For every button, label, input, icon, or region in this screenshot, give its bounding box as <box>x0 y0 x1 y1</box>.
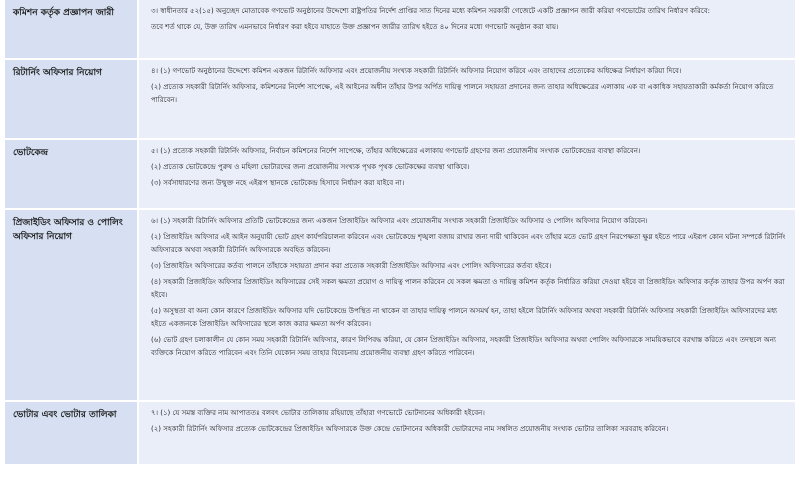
section-paragraph: ৬। (১) সহকারী রিটার্নিং অফিসার প্রতিটি ভোটকেন্দ্রের জন্য একজন প্রিজাইডিং অফিসার এবং প্রয়োজনীয় সংখ্যক সহকারী প্রিজাইডিং অফিসার ও পোলিং অফিসার নিয়োগ করিবেন। <box>151 217 648 225</box>
section-paragraph: (২) প্রত্যেক ভোটকেন্দ্রে পুরুষ ও মহিলা ভোটারদের জন্য প্রয়োজনীয় সংখ্যক পৃথক পৃথক ভোটকক্ষের ব্যবস্থা থাকিবে। <box>151 163 470 171</box>
section-row-presiding-officer <box>5 210 795 402</box>
section-row-voter-list <box>5 402 795 466</box>
document-table <box>5 0 795 466</box>
section-content <box>137 140 795 208</box>
section-paragraph: ৭। (১) যে সমস্ত ব্যক্তির নাম আপাততঃ বলবৎ ভোটার তালিকায় রহিয়াছে তাঁহারা গণভোটে ভোটদানের অধিকারী হইবেন। <box>151 409 485 417</box>
section-content <box>137 0 795 58</box>
section-row-polling-station <box>5 140 795 210</box>
section-label: রিটার্নিং অফিসার নিয়োগ <box>5 60 137 138</box>
section-paragraph: ৪। (১) গণভোট অনুষ্ঠানের উদ্দেশ্যে কমিশন একজন রিটার্নিং অফিসার এবং প্রয়োজনীয় সংখ্যক সহকারী রিটার্নিং অফিসার নিয়োগ করিবে এবং তাহাদের প্রত্যেকের অধিক্ষেত্র নির্ধারণ করিয়া দিবে। <box>151 67 682 75</box>
section-paragraph: (৩) সর্বসাধারণের জন্য উন্মুক্ত নহে এইরূপ স্থানকে ভোটকেন্দ্র হিসাবে নির্ধারণ করা যাইবে না। <box>151 179 405 187</box>
section-content <box>137 402 795 464</box>
section-paragraph: (৫) অসুস্থতা বা অন্য কোন কারণে প্রিজাইডিং অফিসার যদি ভোটকেন্দ্রে উপস্থিত না থাকেন বা তাহার দায়িত্ব পালনে অসমর্থ হন, তাহা হইলে রিটার্নিং অফিসার অথবা সহকারী রিটার্নিং অফিসার সহকারী প্রিজাইডিং অফিসারদের মধ্য হইতে একজনকে প্রিজাইডিং অফিসারের স্থলে কাজ করার ক্ষমতা অর্পণ করিবেন। <box>151 307 778 328</box>
section-paragraph: (২) সহকারী রিটার্নিং অফিসার প্রত্যেক ভোটকেন্দ্রের প্রিজাইডিং অফিসারকে উক্ত কেন্দ্রে ভোটদানের অধিকারী ভোটারদের নাম সম্বলিত প্রয়োজনীয় সংখ্যক ভোটার তালিকা সরবরাহ করিবেন। <box>151 425 669 433</box>
section-row-publication <box>5 0 795 60</box>
section-paragraph: ৫। (১) প্রত্যেক সহকারী রিটার্নিং অফিসার, নির্বাচন কমিশনের নির্দেশ সাপেক্ষে, তাঁহার অধিক্ষেত্রের এলাকায় গণভোট গ্রহণের জন্য প্রয়োজনীয় সংখ্যক ভোটকেন্দ্রের ব্যবস্থা করিবেন। <box>151 147 641 155</box>
section-paragraph: (২) প্রিজাইডিং অফিসার এই আইন অনুযায়ী ভোট গ্রহণ কার্যপরিচালনা করিবেন এবং ভোটকেন্দ্রে শৃঙ্খলা বজায় রাখার জন্য দায়ী থাকিবেন এবং তাঁহার মতে ভোট গ্রহণ নিরপেক্ষতা ক্ষুণ্ণ হইতে পারে এইরূপ কোন ঘটনা সম্পর্কে রিটার্নিং অফিসারকে অথবা সহকারী রিটার্নিং অফিসারকে অবহিত করিবেন। <box>151 233 786 254</box>
section-label: প্রিজাইডিং অফিসার ও পোলিং অফিসার নিয়োগ <box>5 210 137 400</box>
section-paragraph: তবে শর্ত থাকে যে, উক্ত তারিখ এমনভাবে নির্ধারণ করা হইবে যাহাতে উক্ত প্রজ্ঞাপন জারীর তারিখ হইতে ৪০ দিনের মধ্যে গণভোট অনুষ্ঠান করা যায়। <box>151 23 559 31</box>
section-content <box>137 210 795 400</box>
section-label: কমিশন কর্তৃক প্রজ্ঞাপন জারী <box>5 0 137 58</box>
section-label: ভোটার এবং ভোটার তালিকা <box>5 402 137 464</box>
section-paragraph: ৩। স্বাধীনতার ৫২(১৫) অনুচ্ছেদ মোতাবেক গণভোট অনুষ্ঠানের উদ্দেশ্যে রাষ্ট্রপতির নির্দেশ প্রাপ্তির সাত দিনের মধ্যে কমিশন সরকারী গেজেটে একটি প্রজ্ঞাপন জারী করিয়া গণভোটের তারিখ নির্ধারণ করিবে: <box>151 7 710 15</box>
section-paragraph: (২) প্রত্যেক সহকারী রিটার্নিং অফিসার, কমিশনের নির্দেশ সাপেক্ষে, এই আইনের অধীন তাঁহার উপর অর্পিত দায়িত্ব পালনে সহায়তা প্রদানের জন্য তাহার অধিক্ষেত্রের এলাকায় এক বা একাধিক সহায়তাকারী কর্মকর্তা নিয়োগ করিতে পারিবেন। <box>151 83 774 104</box>
section-paragraph: (৪) সহকারী প্রিজাইডিং অফিসার প্রিজাইডিং অফিসারের সেই সকল ক্ষমতা প্রয়োগ ও দায়িত্ব পালন করিবেন যে সকল ক্ষমতা ও দায়িত্ব কমিশন কর্তৃক নির্ধারিত করিয়া দেওয়া হইবে বা প্রিজাইডিং অফিসার কর্তৃক তাহার উপর অর্পণ করা হইবে। <box>151 278 785 299</box>
section-paragraph: (৬) ভোট গ্রহণ চলাকালীন যে কোন সময় সহকারী রিটার্নিং অফিসার, কারণ লিপিবদ্ধ করিয়া, যে কোন প্রিজাইডিং অফিসার, সহকারী প্রিজাইডিং অফিসার অথবা পোলিং অফিসারকে সাময়িকভাবে বরখাস্ত করিতে এবং তদস্থলে অন্য ব্যক্তিকে নিয়োগ করিতে পারিবেন এবং তিনি যেকোন সময় তাহার বিবেচনায় প্রয়োজনীয় ব্যবস্থা গ্রহণ করিতে পারিবেন। <box>151 336 776 357</box>
section-row-returning-officer <box>5 60 795 140</box>
section-content <box>137 60 795 138</box>
section-paragraph: (৩) প্রিজাইডিং অফিসারের কর্তব্য পালনে তাঁহাকে সহায়তা প্রদান করা প্রত্যেক সহকারী প্রিজাইডিং অফিসার এবং পোলিং অফিসারের কর্তব্য হইবে। <box>151 262 552 270</box>
section-label: ভোটকেন্দ্র <box>5 140 137 208</box>
